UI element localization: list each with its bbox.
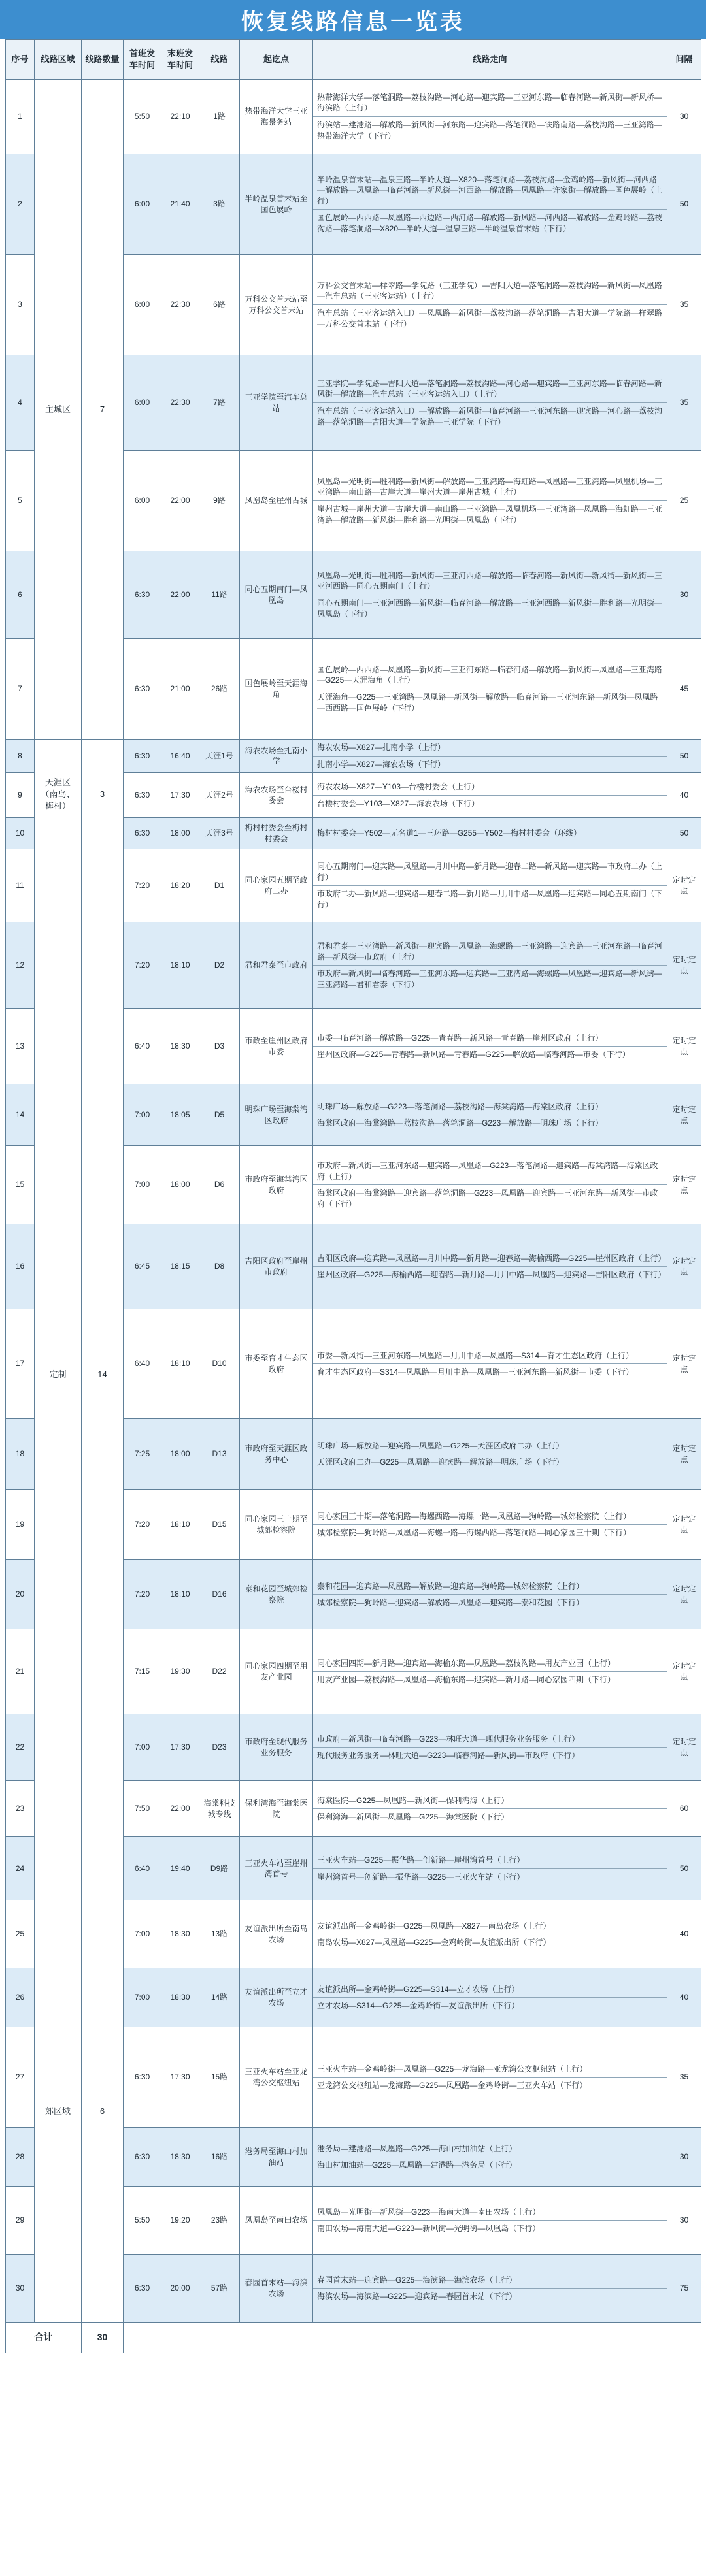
route-direction — [313, 1084, 667, 1146]
route-direction — [313, 1900, 667, 1968]
route-table — [5, 39, 701, 2353]
first-bus-time: 6:30 — [124, 818, 161, 849]
route-direction — [313, 1419, 667, 1490]
last-bus-time: 18:10 — [161, 922, 199, 1009]
route-direction — [313, 80, 667, 154]
line-name: D13 — [199, 1419, 240, 1490]
terminals: 凤凰岛至南田农场 — [240, 2187, 313, 2255]
area-line-count: 14 — [82, 849, 124, 1900]
route-direction-line: 现代服务业务服务—林旺大道—G223—临春河路—新风街—市政府（下行） — [313, 1747, 667, 1764]
area-line-count: 6 — [82, 1900, 124, 2323]
row-number: 22 — [6, 1714, 35, 1781]
route-direction-line: 热带海洋大学—落笔洞路—荔枝沟路—河心路—迎宾路—三亚河东路—临春河路—新风街—新风桥—海滨路（上行） — [317, 92, 663, 113]
route-direction — [313, 154, 667, 255]
route-direction-line: 汽车总站（三亚客运站入口）—凤凰路—新风街—荔枝沟路—落笔洞路—吉阳大道—学院路—样翠路—万科公交首末站（下行） — [313, 304, 667, 332]
route-direction — [313, 1009, 667, 1084]
route-direction-line: 南岛农场—X827—凤凰路—G225—金鸡岭街—友谊派出所（下行） — [313, 1934, 667, 1951]
route-direction-line: 扎南小学—X827—海农农场（下行） — [313, 756, 667, 773]
first-bus-time: 6:00 — [124, 154, 161, 255]
terminals: 三亚火车站至崖州湾首号 — [240, 1837, 313, 1900]
terminals: 凤凰岛至崖州古城 — [240, 451, 313, 551]
route-direction-line: 海滨站—建港路—解放路—新风街—河东路—迎宾路—落笔洞路—铁路南路—荔枝沟路—三亚湾路—热带海洋大学（下行） — [313, 116, 667, 144]
header-last-bus: 末班发车时间 — [161, 40, 199, 80]
first-bus-time: 7:00 — [124, 1146, 161, 1224]
route-direction-line: 保利湾海—新风街—凤凰路—G225—海棠医院（下行） — [313, 1808, 667, 1825]
header-direction: 线路走向 — [313, 40, 667, 80]
route-direction-line: 海山村加油站—G225—凤凰路—建港路—港务局（下行） — [313, 2157, 667, 2174]
route-direction-line: 汽车总站（三亚客运站入口）—解放路—新风街—临春河路—三亚河东路—迎宾路—河心路—荔枝沟路—落笔洞路—吉阳大道—学院路—三亚学院（下行） — [313, 402, 667, 430]
terminals: 市政府至现代服务业务服务 — [240, 1714, 313, 1781]
header-no: 序号 — [6, 40, 35, 80]
route-direction-line: 崖州古城—崖州大道—古崖大道—南山路—三亚湾路—凤凰机场—三亚湾路—凤凰路—海虹路—三亚湾路—解放路—新风街—胜利路—光明街—凤凰岛（下行） — [313, 500, 667, 528]
line-name: D1 — [199, 849, 240, 922]
row-number: 11 — [6, 849, 35, 922]
first-bus-time: 7:00 — [124, 1084, 161, 1146]
line-name: 57路 — [199, 2255, 240, 2323]
route-direction — [313, 639, 667, 740]
route-direction-line: 立才农场—S314—G225—金鸡岭街—友谊派出所（下行） — [313, 1997, 667, 2014]
line-name: D6 — [199, 1146, 240, 1224]
route-direction — [313, 551, 667, 639]
terminals: 市政府至天涯区政务中心 — [240, 1419, 313, 1490]
route-direction-line: 明珠广场—解放路—迎宾路—凤凰路—G225—天涯区政府二办（上行） — [317, 1441, 564, 1450]
route-direction — [313, 1781, 667, 1837]
row-number: 20 — [6, 1560, 35, 1629]
route-direction-line: 同心家园四期—新月路—迎宾路—海榆东路—凤凰路—荔枝沟路—用友产业园（上行） — [317, 1658, 616, 1668]
header-area: 线路区域 — [35, 40, 82, 80]
route-direction-line: 友谊派出所—金鸡岭街—G225—S314—立才农场（上行） — [317, 1984, 520, 1994]
area-line-count: 3 — [82, 740, 124, 849]
interval: 定时定点 — [667, 1629, 701, 1714]
area-line-count: 7 — [82, 80, 124, 740]
line-name: D8 — [199, 1224, 240, 1309]
last-bus-time: 22:30 — [161, 255, 199, 355]
route-direction-line: 凤凰岛—光明街—胜利路—新风街—解放路—三亚湾路—海虹路—凤凰路—三亚湾路—凤凰机场—三亚湾路—南山路—古崖大道—崖州大道—崖州古城（上行） — [317, 476, 663, 497]
row-number: 18 — [6, 1419, 35, 1490]
route-direction-line: 天涯海角—G225—三亚湾路—凤凰路—新风街—解放路—临春河路—三亚河东路—新风街—凤凰路—西西路—国色展岭（下行） — [313, 689, 667, 716]
row-number: 16 — [6, 1224, 35, 1309]
interval: 50 — [667, 154, 701, 255]
row-number: 7 — [6, 639, 35, 740]
route-direction-line: 崖州区政府—G225—青春路—新风路—青春路—G225—解放路—临春河路—市委（下行） — [313, 1046, 667, 1063]
last-bus-time: 18:30 — [161, 1968, 199, 2027]
area-name: 主城区 — [35, 80, 82, 740]
terminals: 三亚学院至汽车总站 — [240, 355, 313, 451]
row-number: 13 — [6, 1009, 35, 1084]
terminals: 热带海洋大学三亚海景务站 — [240, 80, 313, 154]
line-name: D10 — [199, 1309, 240, 1419]
last-bus-time: 20:00 — [161, 2255, 199, 2323]
table-header-row — [6, 40, 701, 80]
first-bus-time: 6:40 — [124, 1009, 161, 1084]
terminals: 同心家园三十期至城郊检察院 — [240, 1490, 313, 1560]
route-direction — [313, 1224, 667, 1309]
last-bus-time: 17:30 — [161, 1714, 199, 1781]
terminals: 春园首末站—海滨农场 — [240, 2255, 313, 2323]
table-body — [6, 80, 701, 2353]
route-direction — [313, 2255, 667, 2323]
last-bus-time: 18:05 — [161, 1084, 199, 1146]
line-name: 11路 — [199, 551, 240, 639]
first-bus-time: 7:00 — [124, 1714, 161, 1781]
first-bus-time: 5:50 — [124, 80, 161, 154]
first-bus-time: 6:30 — [124, 773, 161, 818]
first-bus-time: 7:25 — [124, 1419, 161, 1490]
route-direction-line: 友谊派出所—金鸡岭街—G225—凤凰路—X827—南岛农场（上行） — [317, 1921, 551, 1931]
last-bus-time: 18:10 — [161, 1309, 199, 1419]
last-bus-time: 21:40 — [161, 154, 199, 255]
first-bus-time: 7:15 — [124, 1629, 161, 1714]
first-bus-time: 6:30 — [124, 551, 161, 639]
route-direction-line: 台楼村委会—Y103—X827—海农农场（下行） — [313, 795, 667, 812]
terminals: 梅村村委会至梅村村委会 — [240, 818, 313, 849]
row-number: 14 — [6, 1084, 35, 1146]
route-direction — [313, 2187, 667, 2255]
header-terminals: 起讫点 — [240, 40, 313, 80]
terminals: 港务局至海山村加油站 — [240, 2128, 313, 2187]
line-name: 9路 — [199, 451, 240, 551]
line-name: D23 — [199, 1714, 240, 1781]
route-direction — [313, 1629, 667, 1714]
row-number: 2 — [6, 154, 35, 255]
route-direction-line: 崖州区政府—G225—海榆西路—迎春路—新月路—月川中路—凤凰路—迎宾路—吉阳区政府（下行） — [313, 1266, 667, 1283]
terminals: 君和君泰至市政府 — [240, 922, 313, 1009]
last-bus-time: 18:10 — [161, 1490, 199, 1560]
last-bus-time: 19:20 — [161, 2187, 199, 2255]
route-direction-line: 三亚火车站—金鸡岭街—凤凰路—G225—龙海路—亚龙湾公交枢纽站（上行） — [317, 2064, 588, 2074]
last-bus-time: 18:20 — [161, 849, 199, 922]
last-bus-time: 18:00 — [161, 818, 199, 849]
route-direction-line: 亚龙湾公交枢纽站—龙海路—G225—凤凰路—金鸡岭街—三亚火车站（下行） — [313, 2077, 667, 2094]
route-direction — [313, 1714, 667, 1781]
row-number: 6 — [6, 551, 35, 639]
route-direction-line: 南田农场—海南大道—G223—新风街—光明街—凤凰岛（下行） — [313, 2220, 667, 2237]
first-bus-time: 7:20 — [124, 1490, 161, 1560]
terminals: 万科公交首末站至万科公交首末站 — [240, 255, 313, 355]
route-direction-line: 海棠区政府—海棠湾路—迎宾路—落笔洞路—G223—凤凰路—迎宾路—三亚河东路—新风街—市政府（下行） — [313, 1184, 667, 1212]
line-name: D5 — [199, 1084, 240, 1146]
row-number: 25 — [6, 1900, 35, 1968]
route-direction-line: 海棠医院—G225—凤凰路—新风街—保利湾海（上行） — [317, 1795, 509, 1805]
interval: 50 — [667, 740, 701, 773]
route-direction — [313, 1560, 667, 1629]
route-direction-line: 半岭温泉首末站—温泉三路—半岭大道—X820—落笔洞路—荔枝沟路—金鸡岭路—新风街—河西路—解放路—凤凰路—临春河路—新风街—河西路—解放路—凤凰路—许家街—解放路—国色展岭（上行） — [317, 174, 663, 206]
route-direction — [313, 849, 667, 922]
terminals: 同心五期南门—凤凰岛 — [240, 551, 313, 639]
route-direction — [313, 2128, 667, 2187]
route-direction-line: 海棠区政府—海棠湾路—荔枝沟路—落笔洞路—G223—解放路—明珠广场（下行） — [313, 1115, 667, 1132]
line-name: 海棠科技城专线 — [199, 1781, 240, 1837]
first-bus-time: 7:20 — [124, 922, 161, 1009]
interval: 定时定点 — [667, 1009, 701, 1084]
interval: 定时定点 — [667, 1714, 701, 1781]
last-bus-time: 19:40 — [161, 1837, 199, 1900]
route-direction-line: 崖州湾首号—创新路—振华路—G225—三亚火车站（下行） — [313, 1868, 667, 1885]
last-bus-time: 18:30 — [161, 2128, 199, 2187]
first-bus-time: 6:30 — [124, 2027, 161, 2128]
route-direction-line: 海农农场—X827—Y103—台楼村委会（上行） — [317, 782, 480, 792]
interval: 50 — [667, 1837, 701, 1900]
route-direction-line: 市政府—新风街—临春河路—G223—林旺大道—现代服务业务服务（上行） — [317, 1734, 580, 1744]
route-direction — [313, 1837, 667, 1900]
route-direction — [313, 355, 667, 451]
line-name: D15 — [199, 1490, 240, 1560]
row-number: 9 — [6, 773, 35, 818]
first-bus-time: 6:40 — [124, 1309, 161, 1419]
terminals: 明珠广场至海棠湾区政府 — [240, 1084, 313, 1146]
interval: 30 — [667, 2187, 701, 2255]
interval: 40 — [667, 773, 701, 818]
row-number: 3 — [6, 255, 35, 355]
line-name: D2 — [199, 922, 240, 1009]
terminals: 半岭温泉首末站至国色展岭 — [240, 154, 313, 255]
route-direction-line: 明珠广场—解放路—G223—落笔洞路—荔枝沟路—海棠湾路—海棠区政府（上行） — [317, 1101, 603, 1111]
route-direction-line: 城郊检察院—狗岭路—凤凰路—海螺一路—海螺西路—落笔洞路—同心家园三十期（下行） — [313, 1524, 667, 1541]
terminals: 保利湾海至海棠医院 — [240, 1781, 313, 1837]
route-direction — [313, 255, 667, 355]
route-direction-line: 凤凰岛—光明街—胜利路—新风街—三亚河西路—解放路—临春河路—新风街—新风街—新风街—三亚河西路—同心五期南门（上行） — [317, 570, 663, 591]
interval: 75 — [667, 2255, 701, 2323]
route-direction — [313, 451, 667, 551]
line-name: 1路 — [199, 80, 240, 154]
route-direction-line: 育才生态区政府—S314—凤凰路—月川中路—凤凰路—三亚河东路—新风街—市委（下行） — [313, 1363, 667, 1380]
last-bus-time: 22:00 — [161, 1781, 199, 1837]
route-direction-line: 市政府—新风街—三亚河东路—迎宾路—凤凰路—G223—落笔洞路—迎宾路—海棠湾路—海棠区政府（上行） — [317, 1161, 658, 1181]
interval: 定时定点 — [667, 1419, 701, 1490]
first-bus-time: 6:30 — [124, 2128, 161, 2187]
route-direction-line: 市政府—新风街—临春河路—三亚河东路—迎宾路—三亚湾路—海螺路—凤凰路—迎宾路—新风街—三亚湾路—君和君泰（下行） — [313, 965, 667, 992]
table-row — [6, 80, 701, 154]
interval: 定时定点 — [667, 1146, 701, 1224]
area-name: 定制 — [35, 849, 82, 1900]
line-name: 23路 — [199, 2187, 240, 2255]
route-direction-line: 泰和花园—迎宾路—凤凰路—解放路—迎宾路—狗岭路—城郊检察院（上行） — [317, 1581, 584, 1591]
terminals: 市政至崖州区政府市委 — [240, 1009, 313, 1084]
line-name: 7路 — [199, 355, 240, 451]
last-bus-time: 22:30 — [161, 355, 199, 451]
route-direction-line: 春园首末站—迎宾路—G225—海滨路—海滨农场（上行） — [317, 2275, 517, 2285]
interval: 定时定点 — [667, 849, 701, 922]
route-direction-line: 用友产业园—荔枝沟路—凤凰路—海榆东路—迎宾路—新月路—同心家园四期（下行） — [313, 1671, 667, 1688]
line-name: 3路 — [199, 154, 240, 255]
header-first-bus: 首班发车时间 — [124, 40, 161, 80]
route-direction — [313, 1309, 667, 1419]
row-number: 10 — [6, 818, 35, 849]
line-name: 26路 — [199, 639, 240, 740]
row-number: 24 — [6, 1837, 35, 1900]
row-number: 26 — [6, 1968, 35, 2027]
route-direction-line: 海农农场—X827—扎南小学（上行） — [317, 743, 446, 752]
first-bus-time: 6:00 — [124, 355, 161, 451]
line-name: 13路 — [199, 1900, 240, 1968]
area-name: 天涯区（南岛、梅村） — [35, 740, 82, 849]
last-bus-time: 18:30 — [161, 1900, 199, 1968]
interval: 40 — [667, 1968, 701, 2027]
route-direction — [313, 1968, 667, 2027]
total-label: 合计 — [6, 2323, 82, 2353]
first-bus-time: 6:40 — [124, 1837, 161, 1900]
first-bus-time: 5:50 — [124, 2187, 161, 2255]
interval: 定时定点 — [667, 1490, 701, 1560]
row-number: 1 — [6, 80, 35, 154]
route-direction-line: 同心五期南门—迎宾路—凤凰路—月川中路—新月路—迎春二路—新风路—迎宾路—市政府二办（上行） — [317, 862, 663, 882]
terminals: 市政府至海棠湾区政府 — [240, 1146, 313, 1224]
first-bus-time: 7:20 — [124, 1560, 161, 1629]
last-bus-time: 18:00 — [161, 1419, 199, 1490]
row-number: 17 — [6, 1309, 35, 1419]
last-bus-time: 22:00 — [161, 551, 199, 639]
last-bus-time: 22:10 — [161, 80, 199, 154]
line-name: 14路 — [199, 1968, 240, 2027]
last-bus-time: 18:00 — [161, 1146, 199, 1224]
line-name: 天涯1号 — [199, 740, 240, 773]
interval: 40 — [667, 1900, 701, 1968]
last-bus-time: 16:40 — [161, 740, 199, 773]
route-direction-line: 市委—临春河路—解放路—G225—青春路—新风路—青春路—崖州区政府（上行） — [317, 1033, 603, 1043]
row-number: 12 — [6, 922, 35, 1009]
terminals: 同心家园四期至用友产业园 — [240, 1629, 313, 1714]
first-bus-time: 6:30 — [124, 639, 161, 740]
last-bus-time: 22:00 — [161, 451, 199, 551]
row-number: 5 — [6, 451, 35, 551]
interval: 25 — [667, 451, 701, 551]
route-direction — [313, 740, 667, 773]
total-value: 30 — [82, 2323, 124, 2353]
route-direction — [313, 773, 667, 818]
row-number: 27 — [6, 2027, 35, 2128]
route-direction-line: 吉阳区政府—迎宾路—凤凰路—月川中路—新月路—迎春路—海榆西路—G225—崖州区政府（上行） — [317, 1253, 666, 1263]
interval: 定时定点 — [667, 1560, 701, 1629]
route-direction — [313, 818, 667, 849]
header-line: 线路 — [199, 40, 240, 80]
page-title: 恢复线路信息一览表 — [0, 0, 706, 39]
route-direction-line: 国色展岭—西西路—凤凰路—新风街—三亚河东路—临春河路—解放路—新风街—凤凰路—三亚湾路—G225—天涯海角（上行） — [317, 664, 663, 685]
row-number: 8 — [6, 740, 35, 773]
line-name: 6路 — [199, 255, 240, 355]
terminals: 友谊派出所至南岛农场 — [240, 1900, 313, 1968]
interval: 定时定点 — [667, 1084, 701, 1146]
total-blank — [124, 2323, 701, 2353]
route-direction — [313, 2027, 667, 2128]
line-name: 天涯3号 — [199, 818, 240, 849]
route-direction-line: 市委—新风街—三亚河东路—凤凰路—月川中路—凤凰路—S314—育才生态区政府（上行） — [317, 1350, 634, 1360]
last-bus-time: 18:10 — [161, 1560, 199, 1629]
route-direction-line: 天涯区政府二办—G225—凤凰路—迎宾路—解放路—明珠广场（下行） — [313, 1454, 667, 1471]
route-direction-line: 国色展岭—西西路—凤凰路—西边路—西河路—解放路—新风路—河西路—解放路—金鸡岭路—荔枝沟路—落笔洞路—X820—半岭大道—温泉三路—半岭温泉首末站（下行） — [313, 209, 667, 236]
route-direction-line: 市政府二办—新风路—迎宾路—迎春二路—新月路—月川中路—凤凰路—迎宾路—同心五期南门（下行） — [313, 885, 667, 913]
row-number: 29 — [6, 2187, 35, 2255]
last-bus-time: 17:30 — [161, 2027, 199, 2128]
table-row — [6, 849, 701, 922]
first-bus-time: 6:00 — [124, 451, 161, 551]
interval: 50 — [667, 818, 701, 849]
total-row — [6, 2323, 701, 2353]
table-row — [6, 740, 701, 773]
interval: 30 — [667, 2128, 701, 2187]
terminals: 泰和花园至城郊检察院 — [240, 1560, 313, 1629]
area-name: 郊区域 — [35, 1900, 82, 2323]
first-bus-time: 7:00 — [124, 1900, 161, 1968]
route-direction-line: 万科公交首末站—样翠路—学院路（三亚学院）—吉阳大道—落笔洞路—荔枝沟路—新风街—凤凰路—汽车总站（三亚客运站）（上行） — [317, 280, 663, 301]
interval: 35 — [667, 2027, 701, 2128]
route-direction — [313, 1490, 667, 1560]
route-direction-line: 港务局—建港路—凤凰路—G225—海山村加油站（上行） — [317, 2144, 517, 2153]
first-bus-time: 6:45 — [124, 1224, 161, 1309]
route-direction-line: 梅村村委会—Y502—无名道1—三环路—G255—Y502—梅村村委会（环线） — [317, 828, 582, 838]
route-direction-line: 三亚火车站—G225—振华路—创新路—崖州湾首号（上行） — [317, 1855, 525, 1865]
line-name: 天涯2号 — [199, 773, 240, 818]
interval: 35 — [667, 355, 701, 451]
route-direction-line: 同心家园三十期—落笔洞路—海螺西路—海螺一路—凤凰路—狗岭路—城郊检察院（上行） — [317, 1511, 631, 1521]
first-bus-time: 6:30 — [124, 2255, 161, 2323]
first-bus-time: 7:20 — [124, 849, 161, 922]
route-direction-line: 凤凰岛—光明街—新风街—G223—海南大道—南田农场（上行） — [317, 2207, 541, 2217]
row-number: 30 — [6, 2255, 35, 2323]
terminals: 三亚火车站至亚龙湾公交枢纽站 — [240, 2027, 313, 2128]
last-bus-time: 17:30 — [161, 773, 199, 818]
first-bus-time: 6:00 — [124, 255, 161, 355]
table-row — [6, 1900, 701, 1968]
row-number: 4 — [6, 355, 35, 451]
header-count: 线路数量 — [82, 40, 124, 80]
interval: 35 — [667, 255, 701, 355]
route-direction-line: 海滨农场—海滨路—G225—迎宾路—春园首末站（下行） — [313, 2288, 667, 2305]
terminals: 同心家园五期至政府二办 — [240, 849, 313, 922]
line-name: D16 — [199, 1560, 240, 1629]
line-name: 16路 — [199, 2128, 240, 2187]
row-number: 28 — [6, 2128, 35, 2187]
last-bus-time: 19:30 — [161, 1629, 199, 1714]
terminals: 吉阳区政府至崖州市政府 — [240, 1224, 313, 1309]
terminals: 海农农场至扎南小学 — [240, 740, 313, 773]
interval: 定时定点 — [667, 1309, 701, 1419]
terminals: 市委至育才生态区政府 — [240, 1309, 313, 1419]
row-number: 19 — [6, 1490, 35, 1560]
route-direction — [313, 922, 667, 1009]
interval: 30 — [667, 551, 701, 639]
first-bus-time: 6:30 — [124, 740, 161, 773]
route-direction-line: 城郊检察院—狗岭路—迎宾路—解放路—凤凰路—迎宾路—泰和花园（下行） — [313, 1594, 667, 1611]
interval: 30 — [667, 80, 701, 154]
interval: 45 — [667, 639, 701, 740]
row-number: 21 — [6, 1629, 35, 1714]
interval: 定时定点 — [667, 1224, 701, 1309]
row-number: 15 — [6, 1146, 35, 1224]
line-name: D3 — [199, 1009, 240, 1084]
last-bus-time: 18:15 — [161, 1224, 199, 1309]
line-name: 15路 — [199, 2027, 240, 2128]
row-number: 23 — [6, 1781, 35, 1837]
first-bus-time: 7:00 — [124, 1968, 161, 2027]
interval: 定时定点 — [667, 922, 701, 1009]
last-bus-time: 18:30 — [161, 1009, 199, 1084]
header-interval: 间隔 — [667, 40, 701, 80]
terminals: 国色展岭至天涯海角 — [240, 639, 313, 740]
terminals: 海农农场至台楼村委会 — [240, 773, 313, 818]
first-bus-time: 7:50 — [124, 1781, 161, 1837]
terminals: 友谊派出所至立才农场 — [240, 1968, 313, 2027]
route-direction-line: 三亚学院—学院路—吉阳大道—落笔洞路—荔枝沟路—河心路—迎宾路—三亚河东路—临春河路—新风街—解放路—汽车总站（三亚客运站入口）（上行） — [317, 378, 663, 399]
last-bus-time: 21:00 — [161, 639, 199, 740]
route-direction-line: 君和君泰—三亚湾路—新风街—迎宾路—凤凰路—海螺路—三亚湾路—迎宾路—三亚河东路—临春河路—新风街—市政府（上行） — [317, 941, 663, 962]
route-direction-line: 同心五期南门—三亚河西路—新风街—临春河路—解放路—三亚河西路—新风街—胜利路—光明街—凤凰岛（下行） — [313, 595, 667, 622]
route-direction — [313, 1146, 667, 1224]
line-name: D9路 — [199, 1837, 240, 1900]
line-name: D22 — [199, 1629, 240, 1714]
interval: 60 — [667, 1781, 701, 1837]
